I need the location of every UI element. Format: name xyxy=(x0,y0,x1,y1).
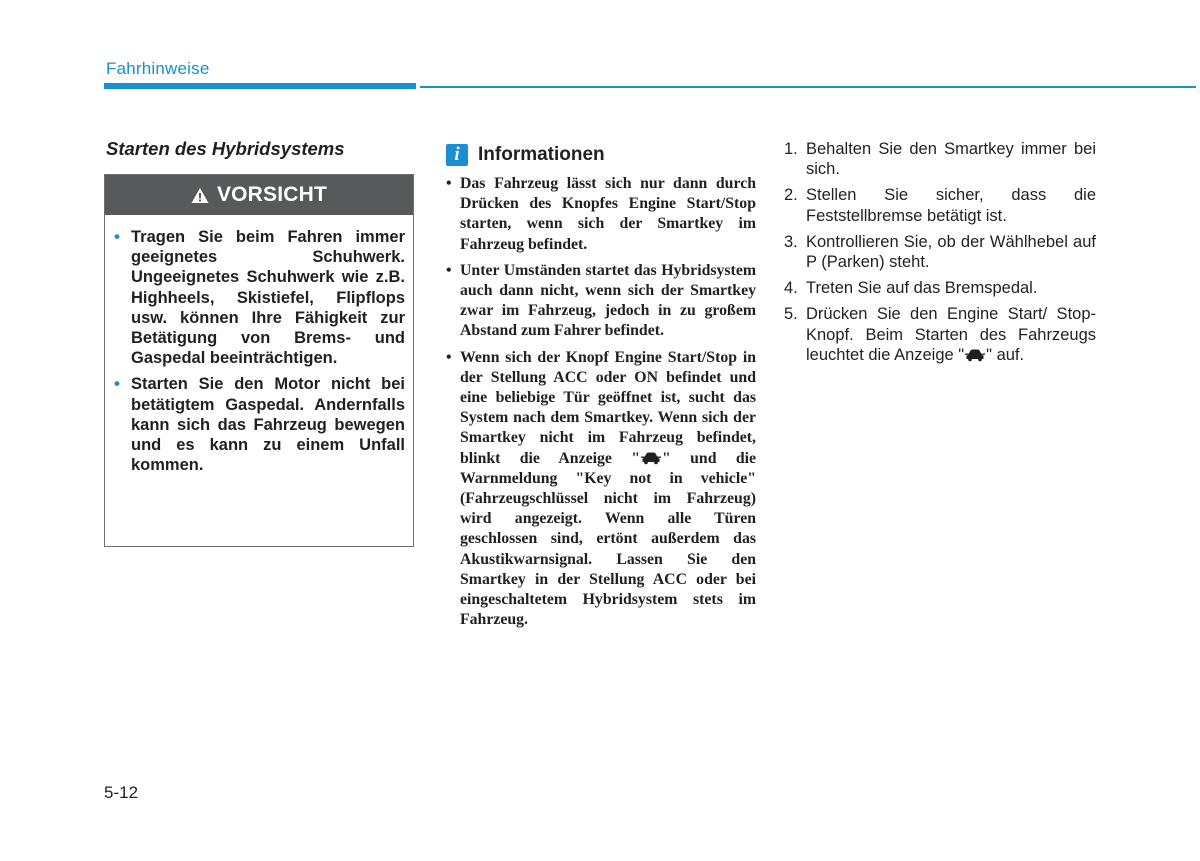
info-header xyxy=(446,144,605,166)
caution-list xyxy=(105,215,413,475)
header-rule-thin xyxy=(420,86,1196,88)
step-item xyxy=(784,185,1096,225)
step-number: 2. xyxy=(784,186,798,205)
step-item xyxy=(784,304,1096,365)
caution-item: • Tragen Sie beim Fahren immer geeignetes Schuhwerk. Ungeeignetes Schuhwerk wie z.B. Highheels, Skistiefel, Flipflops usw. können Ihre Fähigkeit zur Betätigung von Brems- und Gaspedal beeinträchtigen. xyxy=(131,227,405,368)
step-text xyxy=(806,304,1096,365)
caution-box xyxy=(104,174,414,547)
info-list xyxy=(446,174,756,636)
step-text-before: Drücken Sie den Engine Start/ Stop-Knopf. Beim Starten des Fahrzeugs leuchtet die Anzeige " xyxy=(806,305,1096,364)
header-rule-thick xyxy=(104,83,416,89)
info-item xyxy=(446,348,756,631)
start-steps-list xyxy=(784,139,1096,371)
step-text-after: " auf. xyxy=(986,345,1025,364)
warning-triangle-icon xyxy=(191,187,209,204)
info-item-text-after: " und die Warnmeldung "Key not in vehicle" (Fahrzeugschlüssel nicht im Fahrzeug) wird angezeigt. Wenn alle Türen geschlossen sind, ertönt außerdem das Akustikwarnsignal. Lassen Sie den Smartkey in der Stellung ACC oder bei eingeschaltetem Hybridsystem stets im Fahrzeug. xyxy=(460,449,757,629)
info-item-text: Unter Umständen startet das Hybridsystem auch dann nicht, wenn sich der Smartkey zwar im Fahrzeug, jedoch in zu großem Abstand zum Fahrer befindet. xyxy=(460,261,756,340)
smartkey-car-indicator-icon xyxy=(640,451,662,465)
section-title: Starten des Hybridsystems xyxy=(106,138,345,159)
step-item xyxy=(784,278,1096,298)
step-text: Behalten Sie den Smartkey immer bei sich. xyxy=(806,140,1096,179)
info-icon: i xyxy=(446,144,468,166)
info-item-text-before: Wenn sich der Knopf Engine Start/Stop in der Stellung ACC oder ON befindet und eine beliebige Tür geöffnet ist, sucht das System nach dem Smartkey. Wenn sich der Smartkey nicht im Fahrzeug befindet, blinkt die Anzeige " xyxy=(460,348,756,467)
info-item xyxy=(446,174,756,255)
step-text: Kontrollieren Sie, ob der Wählhebel auf P (Parken) steht. xyxy=(806,232,1096,272)
running-header: Fahrhinweise xyxy=(106,59,210,78)
caution-item: • Starten Sie den Motor nicht bei betätigtem Gaspedal. Andernfalls kann sich das Fahrzeug bewegen und es kann zu einem Unfall kommen. xyxy=(131,374,405,475)
info-item-text: Das Fahrzeug lässt sich nur dann durch Drücken des Knopfes Engine Start/Stop starten, wenn sich der Smartkey im Fahrzeug befindet. xyxy=(460,175,756,253)
step-number: 4. xyxy=(784,279,798,298)
caution-header xyxy=(105,175,413,215)
step-item xyxy=(784,232,1096,272)
caution-title: VORSICHT xyxy=(216,183,328,206)
step-number: 5. xyxy=(784,305,798,324)
info-item xyxy=(446,261,756,342)
info-title: Informationen xyxy=(478,144,605,165)
smartkey-car-indicator-icon xyxy=(964,348,986,362)
page-number: 5-12 xyxy=(104,783,139,802)
step-text: Stellen Sie sicher, dass die Feststellbremse betätigt ist. xyxy=(806,186,1096,225)
step-number: 3. xyxy=(784,232,798,251)
step-item xyxy=(784,139,1096,179)
step-text: Treten Sie auf das Bremspedal. xyxy=(806,279,1038,298)
step-number: 1. xyxy=(784,140,798,158)
